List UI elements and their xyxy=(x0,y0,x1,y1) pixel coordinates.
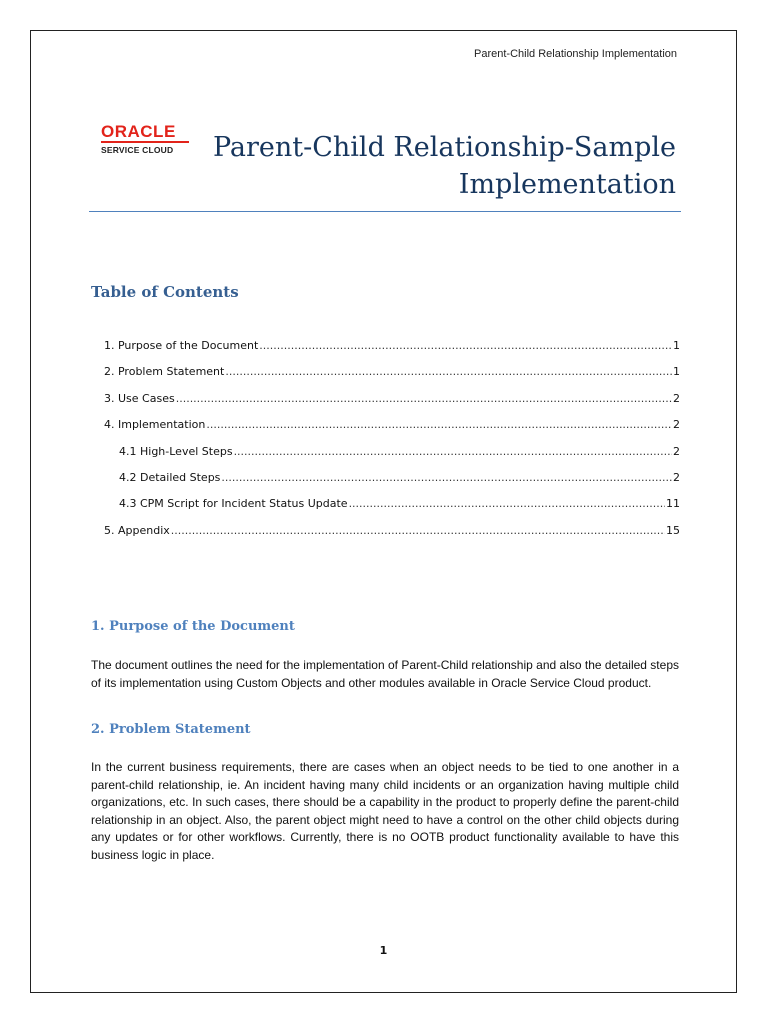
toc-entry[interactable] xyxy=(104,392,680,418)
toc-subentry[interactable] xyxy=(104,471,680,497)
toc-entry-label: 4.2 Detailed Steps xyxy=(119,470,221,484)
toc-leader xyxy=(221,471,672,484)
toc-entry-label: 1. Purpose of the Document xyxy=(104,339,259,352)
document-title xyxy=(116,129,676,203)
toc-entry-page: 15 xyxy=(666,523,680,537)
toc-leader xyxy=(206,418,672,431)
toc-leader xyxy=(259,339,672,352)
toc-entry-label: 4. Implementation xyxy=(104,418,206,432)
toc-entry-page: 2 xyxy=(673,470,680,484)
toc-leader xyxy=(171,524,665,537)
toc-heading: Table of Contents xyxy=(91,283,239,301)
toc-subentry[interactable] xyxy=(104,445,680,471)
toc-leader xyxy=(176,392,672,405)
toc-entry-page: 1 xyxy=(673,365,680,379)
document-page xyxy=(30,30,737,993)
running-header: Parent-Child Relationship Implementation xyxy=(474,48,677,60)
toc-entry-page: 11 xyxy=(666,497,680,511)
title-line-2: Implementation xyxy=(458,169,676,200)
title-line-1: Parent-Child Relationship-Sample xyxy=(212,132,676,163)
toc-entry[interactable] xyxy=(104,418,680,444)
toc-entry-page: 2 xyxy=(673,391,680,405)
toc-entry[interactable] xyxy=(104,365,680,391)
title-divider xyxy=(89,211,681,212)
toc-entry-label: 4.1 High-Level Steps xyxy=(119,444,233,458)
section-heading-problem-statement: 2. Problem Statement xyxy=(91,722,251,737)
toc-entry-label: 3. Use Cases xyxy=(104,391,175,405)
toc-entry[interactable] xyxy=(104,339,680,365)
toc-leader xyxy=(225,365,672,378)
toc-entry-page: 2 xyxy=(673,418,680,432)
toc-entry-label: 5. Appendix xyxy=(104,523,170,537)
logo-brand: ORACLE xyxy=(101,122,176,141)
toc-leader xyxy=(234,445,672,458)
table-of-contents xyxy=(104,339,680,550)
section-body-problem-statement: In the current business requirements, there are cases when an object needs to be tied to one another in a parent-child relationship, ie. An incident having many child incidents or an organization having multiple child organizations, etc. In such cases, there should be a capability in the product to properly define the parent-child relationship in an object. Also, the parent object might need to have a control on the other child objects during any updates or for other workflows. Currently, there is no OOTB product functionality available to have this business logic in place. xyxy=(91,760,679,862)
toc-entry-page: 1 xyxy=(673,339,680,352)
toc-subentry[interactable] xyxy=(104,497,680,523)
toc-entry-label: 2. Problem Statement xyxy=(104,365,225,379)
logo-product: SERVICE CLOUD xyxy=(101,145,174,155)
page-number: 1 xyxy=(379,944,388,957)
toc-entry[interactable] xyxy=(104,524,680,550)
section-body-purpose: The document outlines the need for the implementation of Parent-Child relationship and also the detailed steps of its implementation using Custom Objects and other modules available in Oracle Service Cloud product. xyxy=(91,658,679,690)
toc-leader xyxy=(349,497,665,510)
section-heading-purpose: 1. Purpose of the Document xyxy=(91,619,295,634)
toc-entry-page: 2 xyxy=(673,444,680,458)
toc-entry-label: 4.3 CPM Script for Incident Status Update xyxy=(119,497,348,511)
